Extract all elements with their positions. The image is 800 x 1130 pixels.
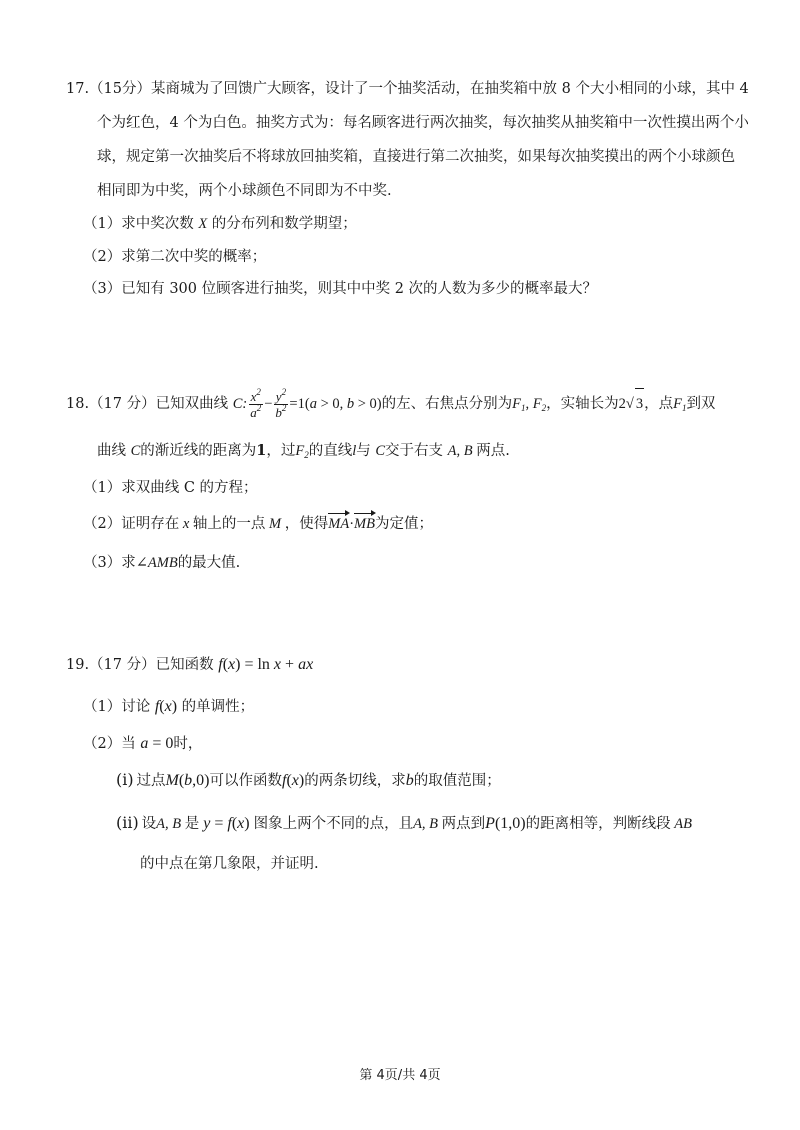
- q19-sub-ii: (ii) 设A, B 是 y = f(x) 图象上两个不同的点，且A, B 两点到P(1,0)的距离相等，判断线段 AB: [116, 813, 692, 832]
- hyperbola-equation: C: $\frac{x^2}{a^2}$ − $\frac{y^2}{b^2}$ =1(a > 0, b > 0): [232, 387, 382, 421]
- q19-sub-ii-line-2: 的中点在第几象限，并证明.: [140, 856, 319, 872]
- q17-line-1: [66, 79, 749, 99]
- q19-line-1: 19.（17 分）已知函数 f(x) = ln x + ax: [66, 656, 314, 673]
- real-axis-length: 2√ 3: [619, 396, 644, 412]
- q17-part-1: （1）求中奖次数 X 的分布列和数学期望；: [83, 216, 357, 232]
- angle-amb: ∠AMB: [135, 555, 178, 571]
- q17-line-2: 个为红色，4 个为白色。抽奖方式为：每名顾客进行两次抽奖，每次抽奖从抽奖箱中一次性摸出两个小: [97, 115, 749, 131]
- page-number-footer: 第 4页/共 4页: [359, 1068, 441, 1083]
- q17-line-4: 相同即为中奖，两个小球颜色不同即为不中奖.: [97, 183, 392, 199]
- q17-part-3: （3）已知有 300 位顾客进行抽奖，则其中中奖 2 次的人数为多少的概率最大？: [83, 281, 598, 297]
- function-definition: f(x) = ln x + ax: [218, 656, 314, 673]
- q19-part-1: （1）讨论 f(x) 的单调性；: [83, 698, 255, 715]
- q18-part-3: （3）求∠AMB的最大值.: [83, 555, 241, 571]
- q18-line-1: 18.（17 分）已知双曲线 C: $\frac{x^2}{a^2}$ − $\frac{y^2}{b^2}$ =1(a > 0, b > 0)的左、右焦点分别为$F_1$, $F_2$，实轴长为2√ 3，点$F_1$到双: [66, 387, 716, 421]
- q17-heading: 17.（15分）某商城为了回馈广大顾客，设计了一个抽奖活动，在抽奖箱中放 8 个大小相同的小球，其中 4: [66, 81, 749, 97]
- variable-x: X: [198, 216, 208, 232]
- foci-f1-f2: $F_1$, $F_2$: [512, 396, 547, 413]
- q17-line-3: 球，规定第一次抽奖后不将球放回抽奖箱，直接进行第二次抽奖，如果每次抽奖摸出的两个小球颜色: [97, 149, 735, 165]
- q18-line-2: 曲线 C的渐近线的距离为1，过$F_2$的直线l与 C交于右支 A, B 两点.: [97, 442, 510, 460]
- q18-part-1: （1）求双曲线 C 的方程；: [83, 480, 258, 496]
- q18-part-2: （2）证明存在 x 轴上的一点 M ，使得MA·MB为定值；: [83, 516, 433, 532]
- vector-dot-product: MA·MB: [328, 516, 375, 532]
- q17-part-2: （2）求第二次中奖的概率；: [83, 249, 267, 265]
- q19-part-2: （2）当 a = 0时，: [83, 735, 203, 752]
- q19-sub-i: (i) 过点M(b,0)可以作函数f(x)的两条切线，求b的取值范围；: [116, 770, 501, 789]
